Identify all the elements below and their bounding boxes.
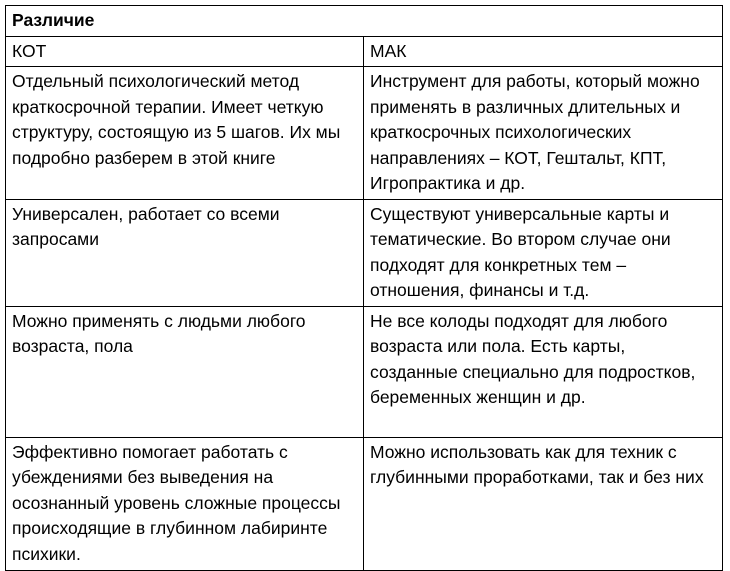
cell-mak: Не все колоды подходят для любого возраста или пола. Есть карты, созданные специально для подростков, беременных женщин и др. (364, 306, 723, 437)
header-mak: МАК (364, 36, 723, 67)
table-row (6, 306, 723, 437)
cell-kot: Можно применять с людьми любого возраста, пола (6, 306, 364, 437)
cell-mak: Можно использовать как для техник с глубинными проработками, так и без них (364, 437, 723, 570)
comparison-table (5, 5, 723, 571)
cell-kot: Эффективно помогает работать с убеждениями без выведения на осознанный уровень сложные процессы происходящие в глубинном лабиринте психики. (6, 437, 364, 570)
table-row (6, 67, 723, 200)
table-title: Различие (6, 6, 723, 37)
table-title-row (6, 6, 723, 37)
cell-mak: Инструмент для работы, который можно применять в различных длительных и краткосрочных психологических направлениях – КОТ, Гештальт, КПТ, Игропрактика и др. (364, 67, 723, 200)
cell-kot: Универсален, работает со всеми запросами (6, 199, 364, 306)
header-kot: КОТ (6, 36, 364, 67)
table-row (6, 437, 723, 570)
table-row (6, 199, 723, 306)
cell-kot: Отдельный психологический метод краткосрочной терапии. Имеет четкую структуру, состоящую из 5 шагов. Их мы подробно разберем в этой книге (6, 67, 364, 200)
cell-mak: Существуют универсальные карты и тематические. Во втором случае они подходят для конкретных тем – отношения, финансы и т.д. (364, 199, 723, 306)
table-header-row (6, 36, 723, 67)
